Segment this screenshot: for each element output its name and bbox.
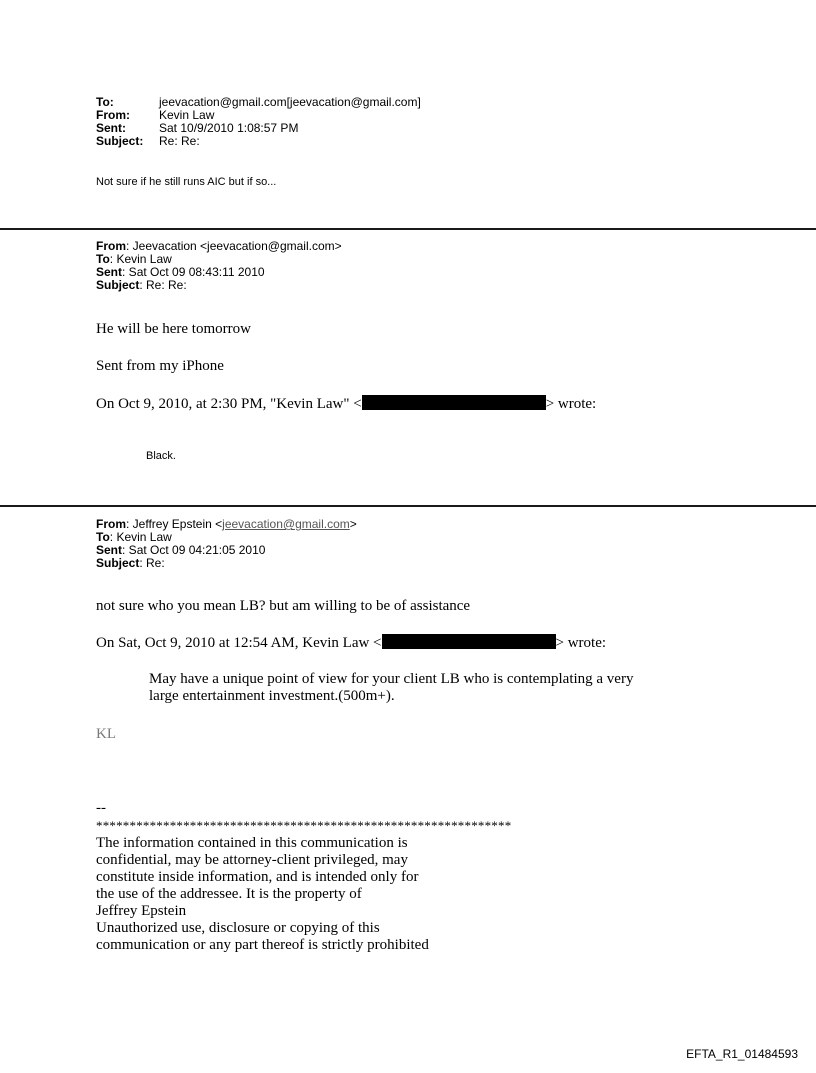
message-1-quote-header	[96, 395, 596, 413]
message-1-to-label: To	[96, 252, 110, 266]
redaction-block	[362, 395, 546, 410]
email-header	[96, 96, 421, 148]
message-2-quote-post: > wrote:	[555, 635, 607, 651]
message-2-subject-value: : Re:	[139, 556, 165, 570]
signature: KL	[96, 726, 116, 742]
message-2-quote-header	[96, 634, 606, 652]
divider-2	[0, 505, 816, 507]
header-from-value: Kevin Law	[159, 108, 215, 122]
message-2-subject	[96, 557, 357, 570]
message-1-quoted-text: Black.	[146, 450, 176, 462]
header-from-label: From:	[96, 108, 130, 122]
disclaimer-line: the use of the addressee. It is the property of	[96, 886, 362, 902]
message-2-from-prefix: : Jeffrey Epstein <	[126, 517, 223, 531]
message-1-from-label: From	[96, 239, 126, 253]
message-1-from-value: : Jeevacation <jeevacation@gmail.com>	[126, 239, 342, 253]
message-2-header	[96, 518, 357, 570]
header-subject-label: Subject:	[96, 134, 144, 148]
message-2-to-label: To	[96, 530, 110, 544]
message-2-from-suffix: >	[349, 517, 357, 531]
message-2-from-email-link[interactable]: jeevacation@gmail.com	[222, 517, 350, 531]
message-2-to-value: : Kevin Law	[109, 530, 172, 544]
message-1-header	[96, 240, 342, 292]
message-1-subject-value: : Re: Re:	[139, 278, 187, 292]
header-subject-value: Re: Re:	[159, 134, 200, 148]
disclaimer-line: Unauthorized use, disclosure or copying of this	[96, 920, 380, 936]
message-1-line-2: Sent from my iPhone	[96, 358, 224, 374]
message-1-sent-value: : Sat Oct 09 08:43:11 2010	[122, 265, 265, 279]
message-2-quoted-line-1: May have a unique point of view for your client LB who is contemplating a very	[149, 671, 634, 687]
disclaimer	[96, 835, 429, 954]
message-2-sent-value: : Sat Oct 09 04:21:05 2010	[122, 543, 266, 557]
message-1-quote-pre: On Oct 9, 2010, at 2:30 PM, "Kevin Law" <	[96, 396, 362, 412]
message-1-line-1: He will be here tomorrow	[96, 321, 251, 337]
message-1-sent-label: Sent	[96, 265, 123, 279]
message-2-sent-label: Sent	[96, 543, 123, 557]
message-1-to-value: : Kevin Law	[109, 252, 172, 266]
message-2-from-label: From	[96, 517, 126, 531]
header-to-label: To:	[96, 95, 114, 109]
message-2-quoted-line-2: large entertainment investment.(500m+).	[149, 688, 395, 704]
message-1-subject	[96, 279, 342, 292]
message-2-subject-label: Subject	[96, 556, 140, 570]
message-2-line-1: not sure who you mean LB? but am willing to be of assistance	[96, 598, 471, 614]
disclaimer-line: Jeffrey Epstein	[96, 903, 187, 919]
disclaimer-line: confidential, may be attorney-client privileged, may	[96, 852, 408, 868]
header-to-row	[96, 96, 421, 109]
header-subject-row	[96, 135, 421, 148]
message-1-quote-post: > wrote:	[545, 396, 597, 412]
header-to-value: jeevacation@gmail.com[jeevacation@gmail.com]	[159, 95, 421, 109]
header-sent-value: Sat 10/9/2010 1:08:57 PM	[159, 121, 299, 135]
disclaimer-line: The information contained in this communication is	[96, 835, 408, 851]
message-2-quote-pre: On Sat, Oct 9, 2010 at 12:54 AM, Kevin Law <	[96, 635, 382, 651]
disclaimer-line: constitute inside information, and is intended only for	[96, 869, 419, 885]
header-sent-label: Sent:	[96, 121, 126, 135]
redaction-block	[382, 634, 556, 649]
footer-stars: **************************************************************	[96, 818, 512, 833]
footer-dashes: --	[96, 800, 106, 816]
divider-1	[0, 228, 816, 230]
document-id: EFTA_R1_01484593	[686, 1047, 798, 1061]
message-1-subject-label: Subject	[96, 278, 140, 292]
header-sent-row	[96, 122, 421, 135]
top-body-text: Not sure if he still runs AIC but if so...	[96, 176, 277, 188]
disclaimer-line: communication or any part thereof is strictly prohibited	[96, 937, 429, 953]
